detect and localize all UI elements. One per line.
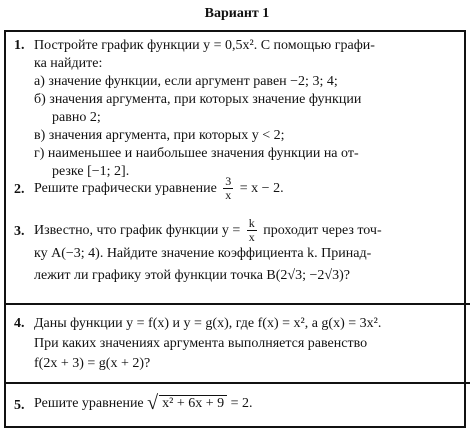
- variant-title: Вариант 1: [204, 6, 270, 21]
- task-2-fraction: [223, 175, 233, 202]
- task-1-line-3: а) значение функции, если аргумент равен −2; 3; 4;: [34, 74, 338, 89]
- task-3-line-1-after: проходит через точ-: [263, 223, 382, 238]
- sqrt-symbol: √: [147, 392, 159, 414]
- task-2-text-after: = x − 2.: [239, 181, 284, 196]
- task-5-sqrt: [147, 392, 227, 414]
- task-2-number: 2.: [14, 182, 25, 197]
- task-3-line-1: [34, 216, 382, 246]
- task-3-fraction: [247, 217, 257, 244]
- task-1-line-4: б) значения аргумента, при которых значение функции: [34, 92, 362, 107]
- task-5-text-before: Решите уравнение: [34, 396, 144, 411]
- task-3-line-1-before: Известно, что график функции y =: [34, 223, 241, 238]
- task-3-frac-den: x: [248, 230, 255, 245]
- task-4-line-3: f(2x + 3) = g(x + 2)?: [34, 356, 151, 371]
- task-1-line-7: г) наименьшее и наибольшее значения функции на от-: [34, 146, 359, 161]
- task-4-line-2: При каких значениях аргумента выполняется равенство: [34, 336, 368, 351]
- task-1-line-1: Постройте график функции y = 0,5x². С помощью графи-: [34, 38, 375, 53]
- task-2-frac-num: 3: [225, 174, 232, 189]
- task-3-frac-num: k: [248, 216, 255, 231]
- task-2-text: [34, 174, 284, 204]
- task-5-text-after: = 2.: [230, 396, 253, 411]
- section-divider-2: [4, 382, 470, 384]
- task-5-number: 5.: [14, 398, 25, 413]
- task-5-text: [34, 392, 253, 414]
- task-4-number: 4.: [14, 316, 25, 331]
- task-1-line-5: равно 2;: [52, 110, 101, 125]
- task-3-line-2: ку A(−3; 4). Найдите значение коэффициента k. Принад-: [34, 246, 372, 261]
- task-1-number: 1.: [14, 38, 25, 53]
- task-4-line-1: Даны функции y = f(x) и y = g(x), где f(x) = x², а g(x) = 3x².: [34, 316, 382, 331]
- task-5-radicand: x² + 6x + 9: [159, 395, 227, 411]
- task-3-number: 3.: [14, 224, 25, 239]
- task-2-frac-den: x: [225, 188, 232, 203]
- task-3-line-3: лежит ли графику этой функции точка B(2√3; −2√3)?: [34, 268, 350, 283]
- task-1-line-8: резке [−1; 2].: [52, 164, 130, 179]
- task-1-line-6: в) значения аргумента, при которых y < 2;: [34, 128, 285, 143]
- task-2-text-before: Решите графически уравнение: [34, 181, 217, 196]
- section-divider: [4, 303, 470, 305]
- task-1-line-2: ка найдите:: [34, 56, 103, 71]
